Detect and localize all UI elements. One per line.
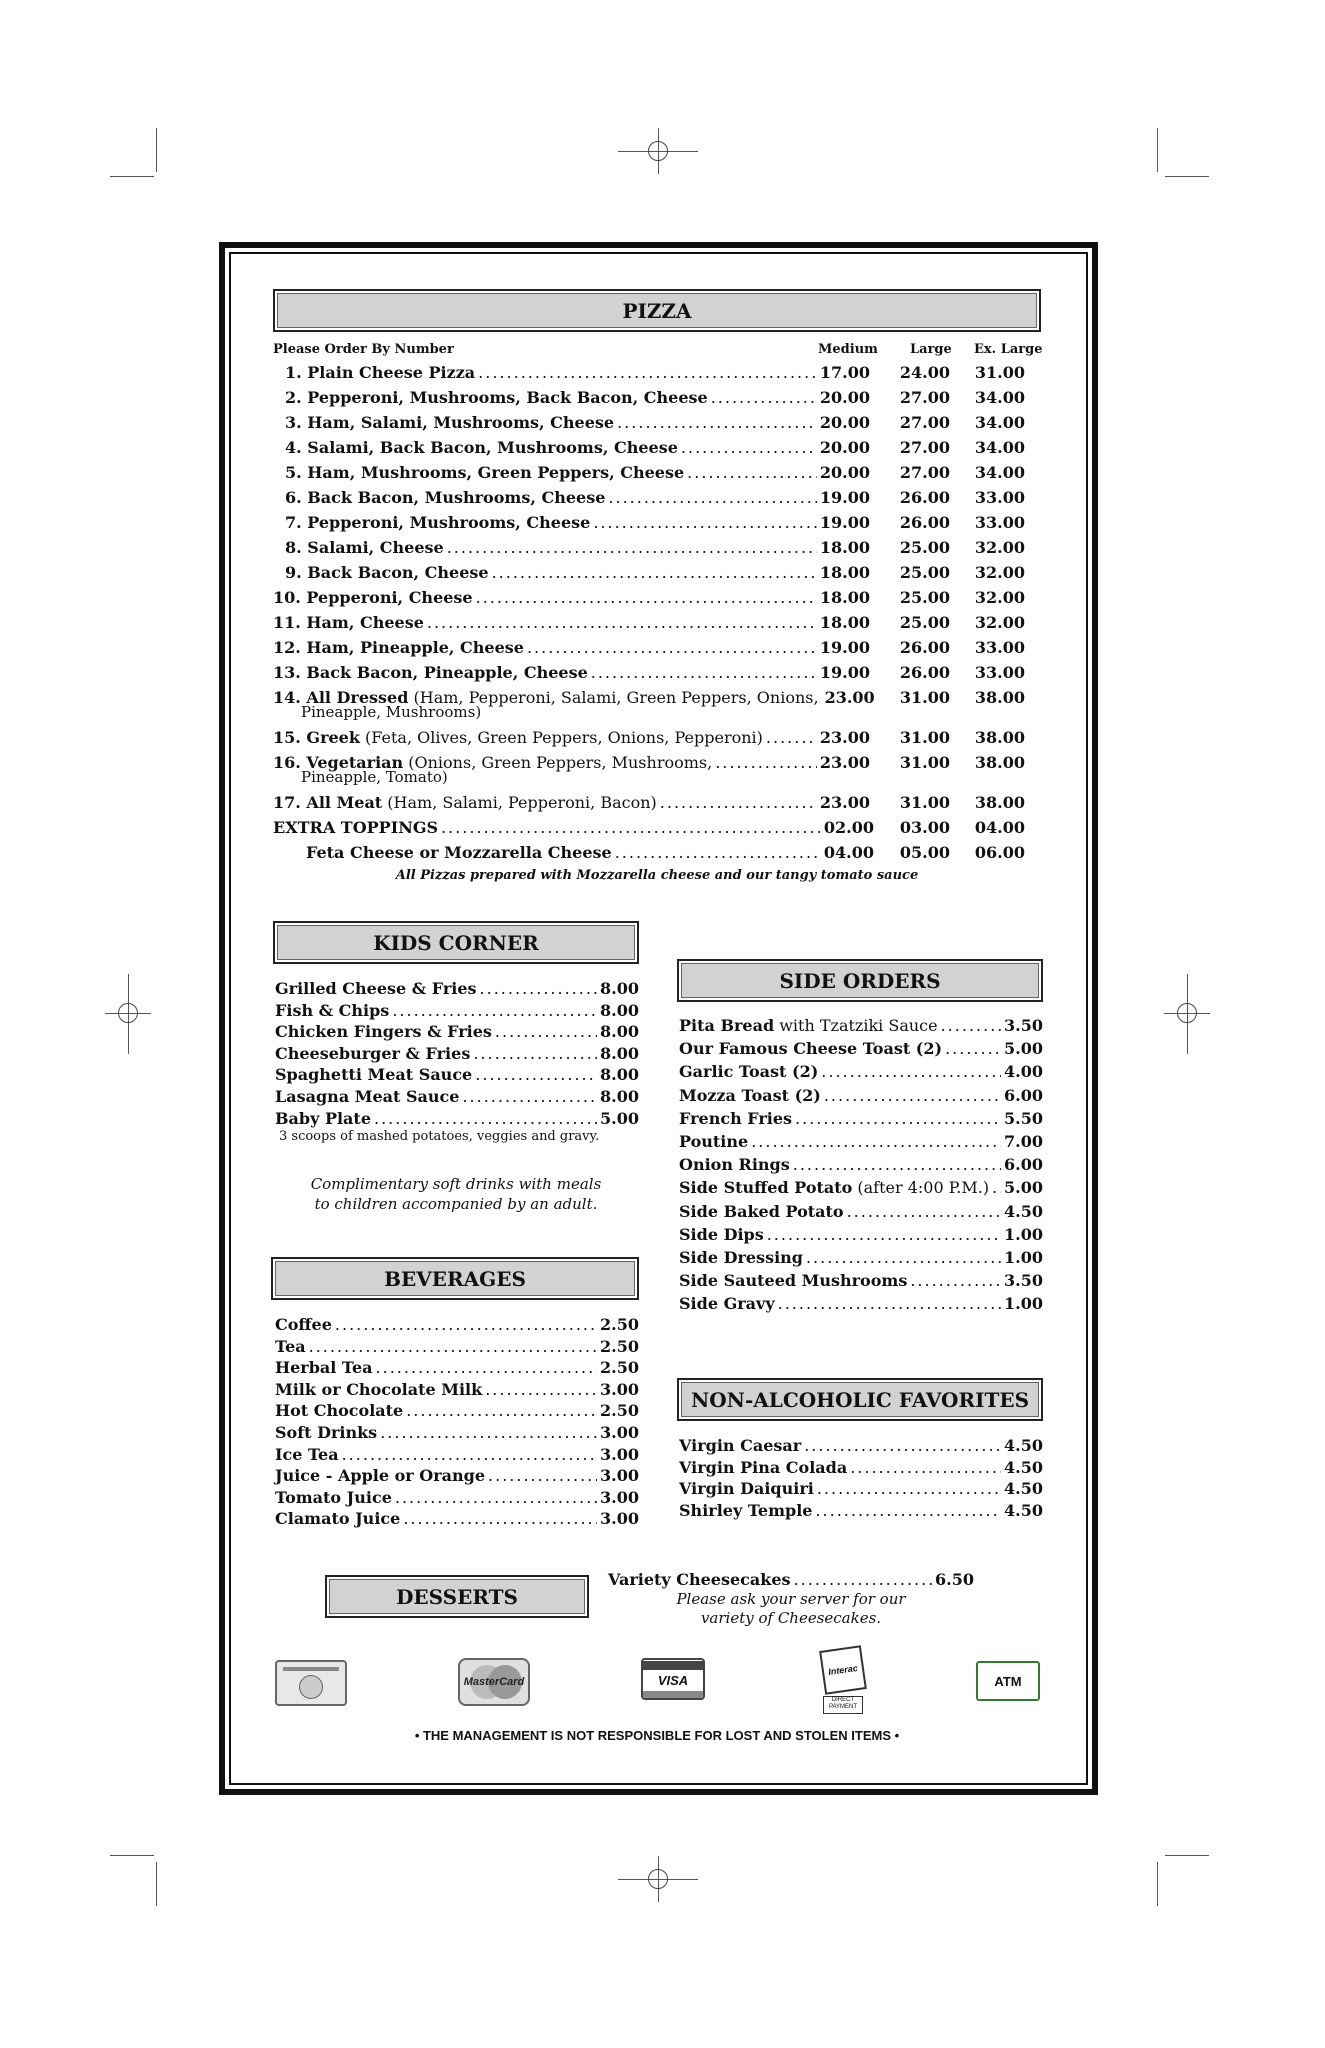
pizza-xlarge-price: 38.00	[974, 793, 1025, 812]
complimentary-note-1: Complimentary soft drinks with meals	[310, 1175, 602, 1193]
pizza-row: 15. Greek (Feta, Olives, Green Peppers, Onions, Pepperoni) ..... 23.00	[273, 728, 870, 747]
pizza-xlarge-price: 31.00	[974, 363, 1025, 382]
pizza-row: 8. Salami, Cheese ..... 18.00	[285, 538, 870, 557]
pizza-row: 16. Vegetarian (Onions, Green Peppers, Mushrooms, ..... 23.00	[273, 753, 870, 772]
pizza-row: 6. Back Bacon, Mushrooms, Cheese ..... 19.00	[285, 488, 870, 507]
col-large: Large	[910, 342, 952, 357]
order-by-number-note: Please Order By Number	[273, 342, 454, 357]
complimentary-note-2: to children accompanied by an adult.	[314, 1195, 598, 1213]
pizza-desc-continued: Pineapple, Tomato)	[301, 768, 448, 786]
pizza-row: 10. Pepperoni, Cheese ..... 18.00	[273, 588, 870, 607]
pizza-xlarge-price: 34.00	[974, 438, 1025, 457]
pizza-xlarge-price: 33.00	[974, 663, 1025, 682]
baby-plate-note: 3 scoops of mashed potatoes, veggies and gravy.	[279, 1129, 600, 1144]
non-alcoholic-header: NON-ALCOHOLIC FAVORITES	[677, 1378, 1043, 1421]
extra-toppings-row: EXTRA TOPPINGS ..... 02.00	[273, 818, 874, 837]
crop-mark	[156, 128, 157, 172]
kids-row: Chicken Fingers & Fries ..... 8.00	[275, 1022, 639, 1041]
kids-row: Fish & Chips ..... 8.00	[275, 1001, 639, 1020]
extra-xlarge-price: 04.00	[974, 818, 1025, 837]
side-row: Pita Bread with Tzatziki Sauce ..... 3.50	[679, 1016, 1043, 1035]
kids-row: Grilled Cheese & Fries ..... 8.00	[275, 979, 639, 998]
cheesecake-note-1: Please ask your server for our	[676, 1590, 906, 1608]
pizza-row: 4. Salami, Back Bacon, Mushrooms, Cheese ..... 20.00	[285, 438, 870, 457]
pizza-large-price: 31.00	[899, 688, 950, 707]
pizza-xlarge-price: 34.00	[974, 388, 1025, 407]
pizza-large-price: 31.00	[899, 793, 950, 812]
kids-row: Lasagna Meat Sauce ..... 8.00	[275, 1087, 639, 1106]
pizza-large-price: 26.00	[899, 513, 950, 532]
pizza-xlarge-price: 33.00	[974, 513, 1025, 532]
crop-mark	[1157, 1862, 1158, 1906]
pizza-header: PIZZA	[273, 289, 1041, 332]
pizza-row: 7. Pepperoni, Mushrooms, Cheese ..... 19.00	[285, 513, 870, 532]
crop-mark	[1165, 1855, 1209, 1856]
kids-row: Cheeseburger & Fries ..... 8.00	[275, 1044, 639, 1063]
nonalc-row: Virgin Caesar ..... 4.50	[679, 1436, 1043, 1455]
bev-row: Tomato Juice ..... 3.00	[275, 1488, 639, 1507]
side-orders-header: SIDE ORDERS	[677, 959, 1043, 1002]
registration-circle	[648, 1869, 668, 1889]
side-row: Side Dips ..... 1.00	[679, 1225, 1043, 1244]
pizza-xlarge-price: 34.00	[974, 413, 1025, 432]
nonalc-row: Shirley Temple ..... 4.50	[679, 1501, 1043, 1520]
pizza-large-price: 31.00	[899, 753, 950, 772]
pizza-xlarge-price: 38.00	[974, 688, 1025, 707]
bev-row: Coffee ..... 2.50	[275, 1315, 639, 1334]
side-row: Garlic Toast (2) ..... 4.00	[679, 1062, 1043, 1081]
crop-mark	[110, 1855, 154, 1856]
beverages-header: BEVERAGES	[271, 1257, 639, 1300]
visa-icon: VISA	[641, 1658, 705, 1700]
pizza-large-price: 27.00	[899, 438, 950, 457]
feta-large-price: 05.00	[899, 843, 950, 862]
atm-icon: ATM	[976, 1661, 1040, 1701]
side-row: Poutine ..... 7.00	[679, 1132, 1043, 1151]
pizza-row: 9. Back Bacon, Cheese ..... 18.00	[285, 563, 870, 582]
pizza-row: 14. All Dressed (Ham, Pepperoni, Salami, Green Peppers, Onions, 23.00	[273, 688, 875, 707]
col-medium: Medium	[818, 342, 878, 357]
bev-row: Juice - Apple or Orange ..... 3.00	[275, 1466, 639, 1485]
pizza-xlarge-price: 32.00	[974, 588, 1025, 607]
pizza-xlarge-price: 32.00	[974, 613, 1025, 632]
pizza-large-price: 31.00	[899, 728, 950, 747]
pizza-xlarge-price: 33.00	[974, 488, 1025, 507]
registration-circle	[118, 1003, 138, 1023]
pizza-xlarge-price: 32.00	[974, 538, 1025, 557]
bev-row: Ice Tea ..... 3.00	[275, 1445, 639, 1464]
crop-mark	[1165, 176, 1209, 177]
pizza-large-price: 26.00	[899, 638, 950, 657]
pizza-row: 3. Ham, Salami, Mushrooms, Cheese ..... 20.00	[285, 413, 870, 432]
interac-icon: Interac DIRECT PAYMENT	[822, 1648, 864, 1714]
desserts-header: DESSERTS	[325, 1575, 589, 1618]
side-row: Side Stuffed Potato (after 4:00 P.M.) ..... 5.00	[679, 1178, 1043, 1197]
extra-large-price: 03.00	[899, 818, 950, 837]
cheesecake-row: Variety Cheesecakes ..... 6.50	[608, 1570, 974, 1589]
pizza-row: 17. All Meat (Ham, Salami, Pepperoni, Bacon) ..... 23.00	[273, 793, 870, 812]
pizza-row: 13. Back Bacon, Pineapple, Cheese ..... 19.00	[273, 663, 870, 682]
crop-mark	[156, 1862, 157, 1906]
pizza-large-price: 27.00	[899, 463, 950, 482]
pizza-row: 11. Ham, Cheese ..... 18.00	[273, 613, 870, 632]
kids-row: Spaghetti Meat Sauce ..... 8.00	[275, 1065, 639, 1084]
crop-mark	[110, 176, 154, 177]
bev-row: Clamato Juice ..... 3.00	[275, 1509, 639, 1528]
registration-circle	[648, 141, 668, 161]
crop-mark	[1157, 128, 1158, 172]
pizza-desc-continued: Pineapple, Mushrooms)	[301, 703, 482, 721]
pizza-xlarge-price: 38.00	[974, 753, 1025, 772]
side-row: Mozza Toast (2) ..... 6.00	[679, 1086, 1043, 1105]
bev-row: Milk or Chocolate Milk ..... 3.00	[275, 1380, 639, 1399]
pizza-row: 12. Ham, Pineapple, Cheese ..... 19.00	[273, 638, 870, 657]
pizza-large-price: 26.00	[899, 663, 950, 682]
side-row: Side Dressing ..... 1.00	[679, 1248, 1043, 1267]
feta-xlarge-price: 06.00	[974, 843, 1025, 862]
side-row: French Fries ..... 5.50	[679, 1109, 1043, 1128]
pizza-xlarge-price: 33.00	[974, 638, 1025, 657]
col-xlarge: Ex. Large	[974, 342, 1043, 357]
side-row: Side Baked Potato ..... 4.50	[679, 1202, 1043, 1221]
pizza-large-price: 27.00	[899, 413, 950, 432]
bev-row: Hot Chocolate ..... 2.50	[275, 1401, 639, 1420]
pizza-large-price: 25.00	[899, 563, 950, 582]
pizza-large-price: 27.00	[899, 388, 950, 407]
kids-corner-header: KIDS CORNER	[273, 921, 639, 964]
pizza-xlarge-price: 38.00	[974, 728, 1025, 747]
feta-mozzarella-row: Feta Cheese or Mozzarella Cheese ..... 04.00	[306, 843, 874, 862]
side-row: Our Famous Cheese Toast (2) ..... 5.00	[679, 1039, 1043, 1058]
bev-row: Herbal Tea ..... 2.50	[275, 1358, 639, 1377]
pizza-footnote: All Pizzas prepared with Mozzarella cheese and our tangy tomato sauce	[395, 868, 919, 883]
side-row: Onion Rings ..... 6.00	[679, 1155, 1043, 1174]
pizza-large-price: 25.00	[899, 613, 950, 632]
kids-row: Baby Plate ..... 5.00	[275, 1109, 639, 1128]
management-disclaimer: • THE MANAGEMENT IS NOT RESPONSIBLE FOR LOST AND STOLEN ITEMS •	[414, 1728, 900, 1743]
cheesecake-note-2: variety of Cheesecakes.	[700, 1609, 882, 1627]
pizza-xlarge-price: 34.00	[974, 463, 1025, 482]
pizza-row: 2. Pepperoni, Mushrooms, Back Bacon, Cheese ..... 20.00	[285, 388, 870, 407]
bev-row: Tea ..... 2.50	[275, 1337, 639, 1356]
pizza-row: 1. Plain Cheese Pizza ..... 17.00	[285, 363, 870, 382]
nonalc-row: Virgin Daiquiri ..... 4.50	[679, 1479, 1043, 1498]
registration-circle	[1177, 1003, 1197, 1023]
pizza-row: 5. Ham, Mushrooms, Green Peppers, Cheese ..... 20.00	[285, 463, 870, 482]
mastercard-icon: MasterCard	[458, 1658, 530, 1706]
pizza-large-price: 25.00	[899, 588, 950, 607]
pizza-large-price: 25.00	[899, 538, 950, 557]
bev-row: Soft Drinks ..... 3.00	[275, 1423, 639, 1442]
nonalc-row: Virgin Pina Colada ..... 4.50	[679, 1458, 1043, 1477]
amex-card-icon	[275, 1660, 347, 1706]
pizza-large-price: 26.00	[899, 488, 950, 507]
pizza-large-price: 24.00	[899, 363, 950, 382]
side-row: Side Sauteed Mushrooms ..... 3.50	[679, 1271, 1043, 1290]
pizza-xlarge-price: 32.00	[974, 563, 1025, 582]
side-row: Side Gravy ..... 1.00	[679, 1294, 1043, 1313]
